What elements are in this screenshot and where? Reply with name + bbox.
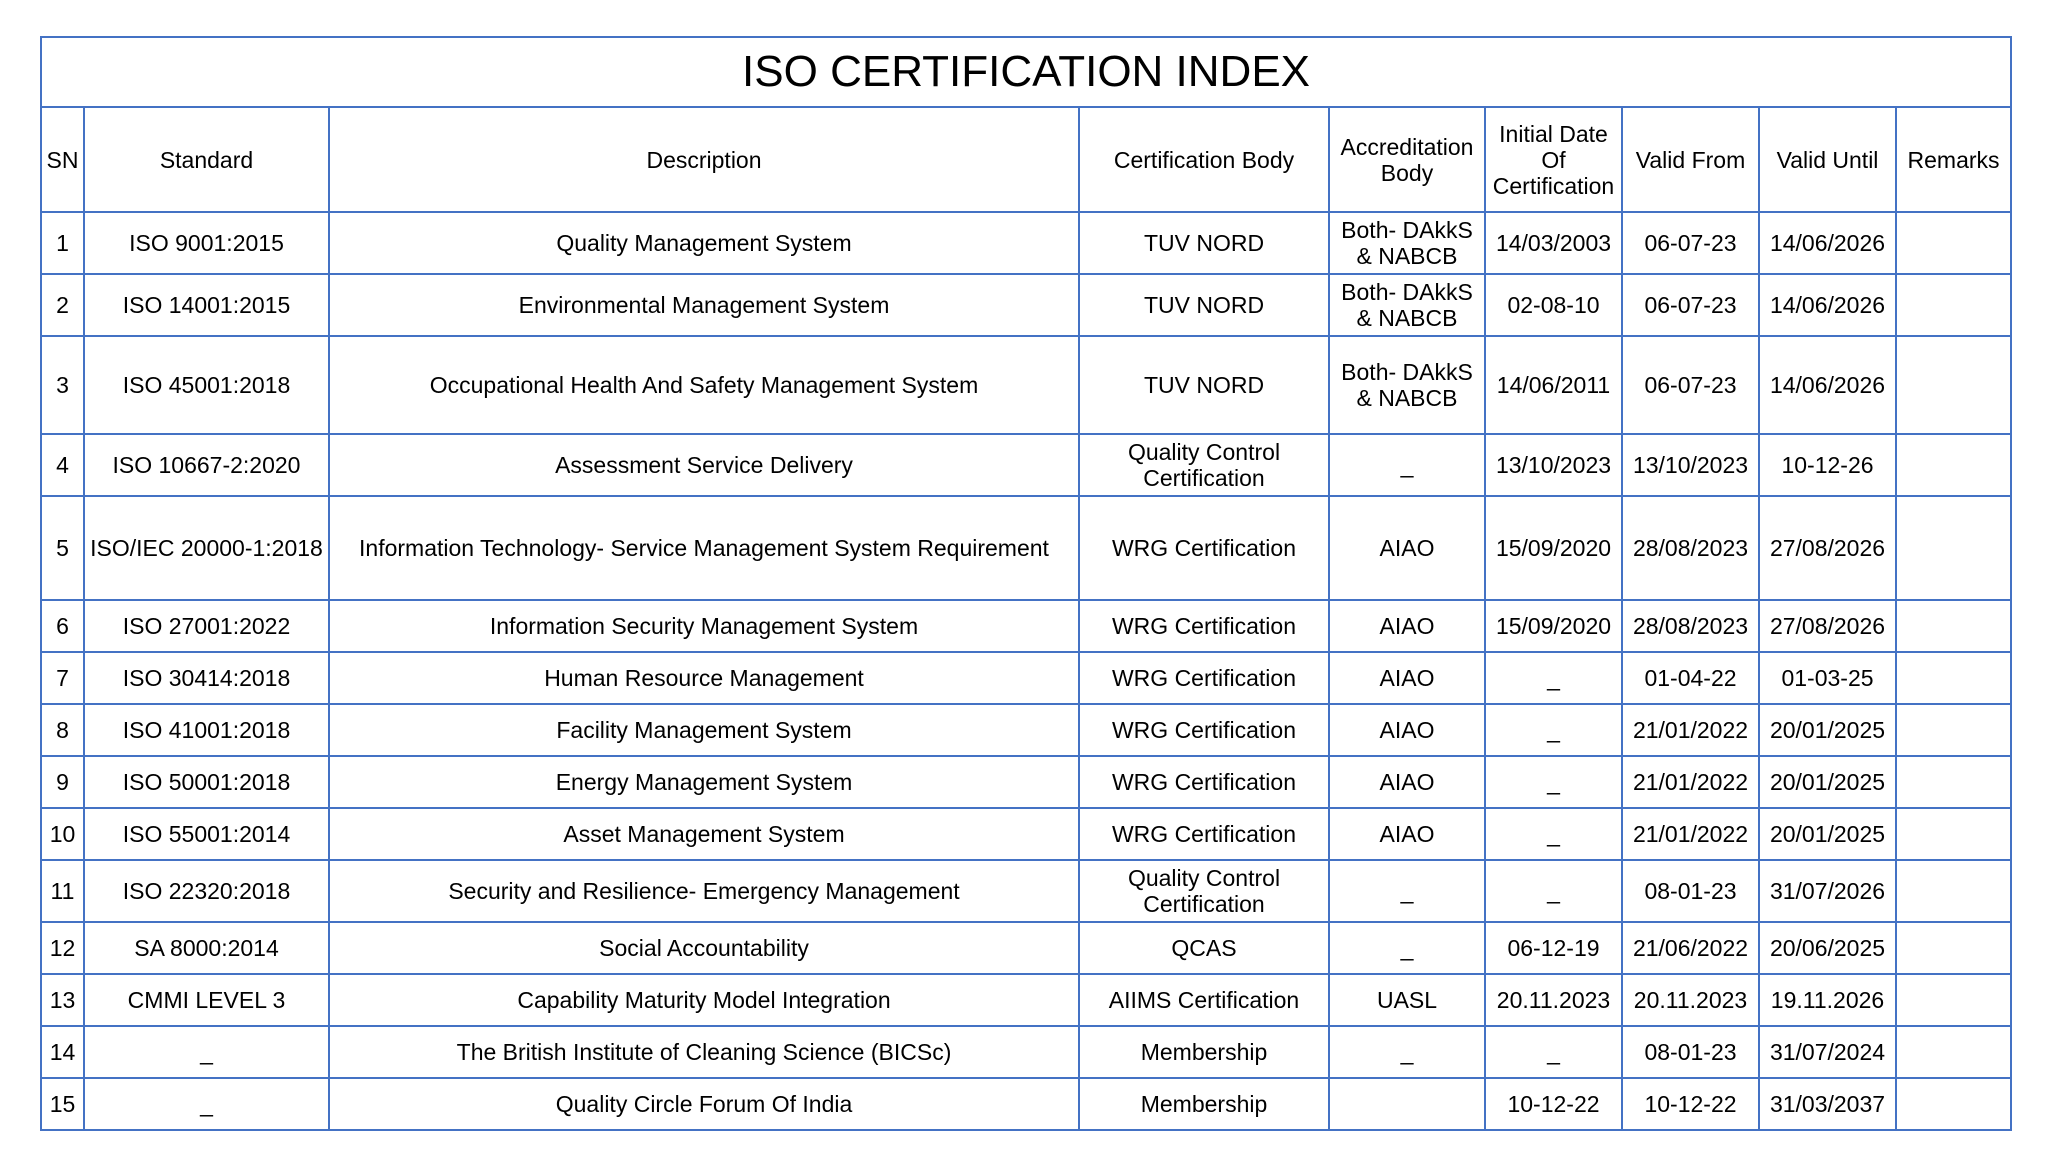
cell-sn: 12 [41,922,84,974]
header-sn: SN [41,107,84,212]
header-valid-until: Valid Until [1759,107,1896,212]
cell-description: Facility Management System [329,704,1079,756]
cell-sn: 5 [41,496,84,600]
cell-description: Capability Maturity Model Integration [329,974,1079,1026]
table-row [41,274,2011,336]
cell-description: Information Technology- Service Management System Requirement [329,496,1079,600]
cell-valid-until: 10-12-26 [1759,434,1896,496]
cell-sn: 15 [41,1078,84,1130]
cell-standard: ISO 27001:2022 [84,600,329,652]
cell-remarks [1896,274,2011,336]
cell-remarks [1896,652,2011,704]
cell-standard: ISO 9001:2015 [84,212,329,274]
table-row [41,860,2011,922]
cell-remarks [1896,212,2011,274]
cell-certification-body: WRG Certification [1079,808,1329,860]
cell-accreditation-body: _ [1329,860,1485,922]
cell-remarks [1896,922,2011,974]
header-initial-date: Initial Date Of Certification [1485,107,1622,212]
cell-certification-body: TUV NORD [1079,336,1329,434]
cell-certification-body: Quality Control Certification [1079,860,1329,922]
cell-remarks [1896,600,2011,652]
cell-valid-from: 28/08/2023 [1622,496,1759,600]
cell-standard: _ [84,1026,329,1078]
table-row [41,212,2011,274]
cell-valid-until: 14/06/2026 [1759,212,1896,274]
cell-description: Occupational Health And Safety Management System [329,336,1079,434]
cell-valid-until: 14/06/2026 [1759,274,1896,336]
cell-initial-date: _ [1485,704,1622,756]
cell-description: Quality Management System [329,212,1079,274]
cell-certification-body: QCAS [1079,922,1329,974]
cell-initial-date: _ [1485,756,1622,808]
header-valid-from: Valid From [1622,107,1759,212]
cell-description: Human Resource Management [329,652,1079,704]
cell-valid-from: 06-07-23 [1622,336,1759,434]
cell-valid-from: 21/01/2022 [1622,704,1759,756]
cell-description: Security and Resilience- Emergency Management [329,860,1079,922]
cell-accreditation-body: Both- DAkkS & NABCB [1329,336,1485,434]
table-row [41,1026,2011,1078]
cell-accreditation-body: AIAO [1329,704,1485,756]
cell-sn: 11 [41,860,84,922]
cell-valid-from: 08-01-23 [1622,860,1759,922]
cell-sn: 8 [41,704,84,756]
cell-remarks [1896,808,2011,860]
cell-remarks [1896,860,2011,922]
cell-valid-from: 21/01/2022 [1622,808,1759,860]
cell-certification-body: Membership [1079,1026,1329,1078]
cell-valid-until: 31/03/2037 [1759,1078,1896,1130]
cell-valid-until: 01-03-25 [1759,652,1896,704]
cell-valid-until: 20/01/2025 [1759,756,1896,808]
cell-sn: 1 [41,212,84,274]
cell-sn: 4 [41,434,84,496]
cell-accreditation-body: AIAO [1329,652,1485,704]
table-row [41,1078,2011,1130]
cell-certification-body: AIIMS Certification [1079,974,1329,1026]
table-row [41,600,2011,652]
cell-description: Energy Management System [329,756,1079,808]
cell-remarks [1896,974,2011,1026]
cell-valid-from: 06-07-23 [1622,212,1759,274]
cell-certification-body: WRG Certification [1079,756,1329,808]
cell-standard: ISO 22320:2018 [84,860,329,922]
cell-valid-from: 08-01-23 [1622,1026,1759,1078]
cell-remarks [1896,496,2011,600]
cell-valid-until: 20/06/2025 [1759,922,1896,974]
cell-description: Asset Management System [329,808,1079,860]
cell-certification-body: TUV NORD [1079,212,1329,274]
table-row [41,652,2011,704]
cell-valid-from: 06-07-23 [1622,274,1759,336]
cell-valid-from: 10-12-22 [1622,1078,1759,1130]
cell-accreditation-body: Both- DAkkS & NABCB [1329,274,1485,336]
cell-standard: ISO 50001:2018 [84,756,329,808]
cell-initial-date: 10-12-22 [1485,1078,1622,1130]
header-remarks: Remarks [1896,107,2011,212]
header-certification-body: Certification Body [1079,107,1329,212]
cell-initial-date: _ [1485,652,1622,704]
cell-valid-until: 31/07/2024 [1759,1026,1896,1078]
cell-standard: ISO 30414:2018 [84,652,329,704]
cell-valid-from: 21/06/2022 [1622,922,1759,974]
cell-standard: SA 8000:2014 [84,922,329,974]
cell-valid-from: 20.11.2023 [1622,974,1759,1026]
cell-accreditation-body: AIAO [1329,808,1485,860]
cell-initial-date: 14/06/2011 [1485,336,1622,434]
cell-description: Environmental Management System [329,274,1079,336]
cell-sn: 7 [41,652,84,704]
cell-remarks [1896,1078,2011,1130]
cell-certification-body: TUV NORD [1079,274,1329,336]
cell-initial-date: 15/09/2020 [1485,600,1622,652]
cell-sn: 14 [41,1026,84,1078]
cell-sn: 13 [41,974,84,1026]
cell-initial-date: _ [1485,1026,1622,1078]
header-description: Description [329,107,1079,212]
certification-table [40,36,2012,1131]
cell-initial-date: 06-12-19 [1485,922,1622,974]
cell-remarks [1896,1026,2011,1078]
table-title: ISO CERTIFICATION INDEX [41,37,2011,107]
cell-sn: 9 [41,756,84,808]
cell-certification-body: WRG Certification [1079,652,1329,704]
cell-certification-body: WRG Certification [1079,704,1329,756]
cell-accreditation-body: UASL [1329,974,1485,1026]
cell-standard: ISO 41001:2018 [84,704,329,756]
cell-valid-until: 20/01/2025 [1759,808,1896,860]
cell-accreditation-body: AIAO [1329,600,1485,652]
certification-sheet [40,36,2010,1131]
cell-sn: 3 [41,336,84,434]
cell-sn: 2 [41,274,84,336]
cell-accreditation-body: _ [1329,1026,1485,1078]
table-row [41,756,2011,808]
cell-description: Assessment Service Delivery [329,434,1079,496]
cell-valid-until: 31/07/2026 [1759,860,1896,922]
table-row [41,974,2011,1026]
cell-initial-date: 20.11.2023 [1485,974,1622,1026]
cell-initial-date: 14/03/2003 [1485,212,1622,274]
cell-valid-from: 13/10/2023 [1622,434,1759,496]
cell-accreditation-body: AIAO [1329,496,1485,600]
cell-valid-until: 19.11.2026 [1759,974,1896,1026]
cell-description: Social Accountability [329,922,1079,974]
table-row [41,434,2011,496]
cell-valid-until: 27/08/2026 [1759,600,1896,652]
table-row [41,336,2011,434]
cell-valid-until: 27/08/2026 [1759,496,1896,600]
cell-standard: ISO/IEC 20000-1:2018 [84,496,329,600]
header-standard: Standard [84,107,329,212]
cell-initial-date: 13/10/2023 [1485,434,1622,496]
header-row [41,107,2011,212]
cell-remarks [1896,336,2011,434]
cell-description: Quality Circle Forum Of India [329,1078,1079,1130]
cell-standard: ISO 10667-2:2020 [84,434,329,496]
cell-standard: ISO 14001:2015 [84,274,329,336]
cell-certification-body: WRG Certification [1079,496,1329,600]
cell-initial-date: _ [1485,808,1622,860]
cell-remarks [1896,756,2011,808]
cell-description: The British Institute of Cleaning Science (BICSc) [329,1026,1079,1078]
table-row [41,808,2011,860]
cell-valid-from: 21/01/2022 [1622,756,1759,808]
cell-remarks [1896,434,2011,496]
table-row [41,922,2011,974]
cell-remarks [1896,704,2011,756]
cell-valid-until: 20/01/2025 [1759,704,1896,756]
cell-initial-date: 15/09/2020 [1485,496,1622,600]
cell-certification-body: Quality Control Certification [1079,434,1329,496]
cell-valid-from: 28/08/2023 [1622,600,1759,652]
cell-accreditation-body: _ [1329,434,1485,496]
cell-valid-until: 14/06/2026 [1759,336,1896,434]
cell-accreditation-body: _ [1329,922,1485,974]
cell-sn: 10 [41,808,84,860]
cell-initial-date: 02-08-10 [1485,274,1622,336]
cell-standard: ISO 55001:2014 [84,808,329,860]
table-body [41,212,2011,1130]
cell-sn: 6 [41,600,84,652]
cell-certification-body: Membership [1079,1078,1329,1130]
cell-accreditation-body [1329,1078,1485,1130]
cell-accreditation-body: AIAO [1329,756,1485,808]
cell-standard: _ [84,1078,329,1130]
cell-accreditation-body: Both- DAkkS & NABCB [1329,212,1485,274]
cell-description: Information Security Management System [329,600,1079,652]
cell-standard: CMMI LEVEL 3 [84,974,329,1026]
cell-standard: ISO 45001:2018 [84,336,329,434]
table-row [41,704,2011,756]
cell-certification-body: WRG Certification [1079,600,1329,652]
cell-initial-date: _ [1485,860,1622,922]
table-row [41,496,2011,600]
header-accreditation-body: Accreditation Body [1329,107,1485,212]
cell-valid-from: 01-04-22 [1622,652,1759,704]
